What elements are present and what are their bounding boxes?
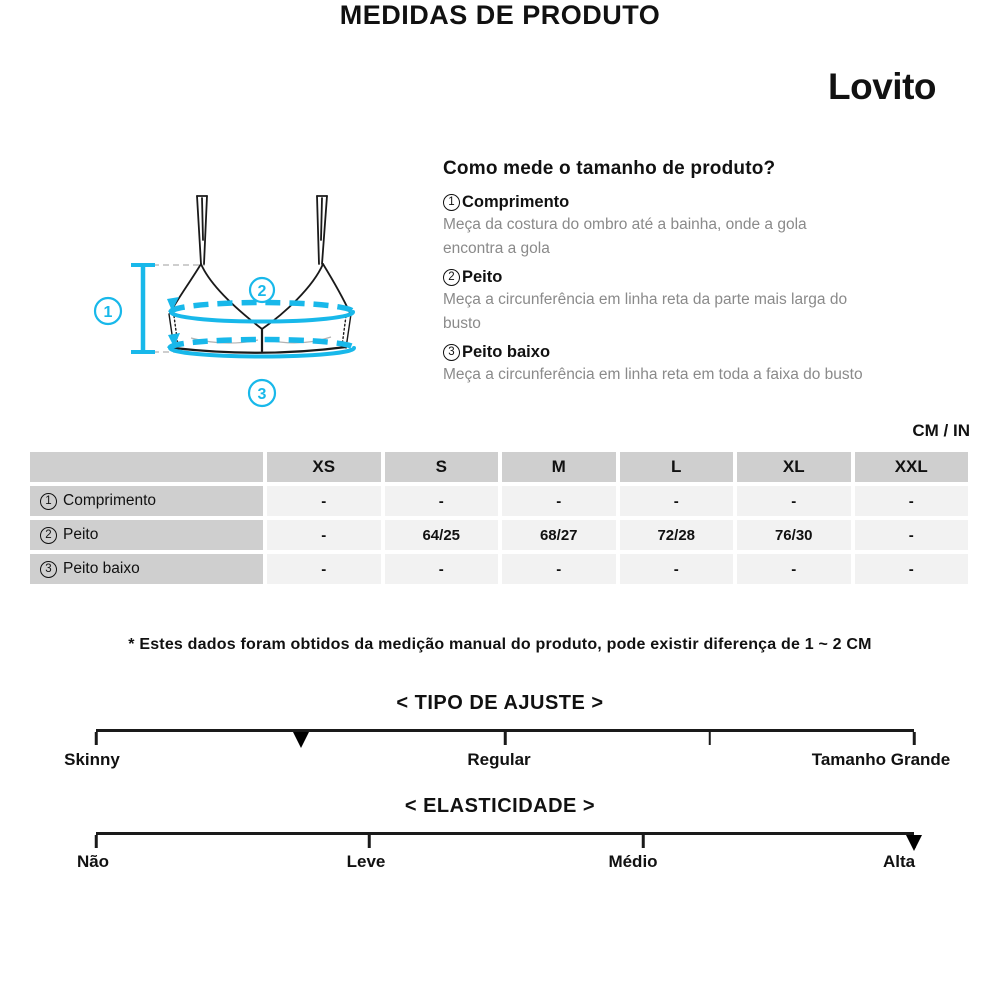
table-corner-cell	[30, 452, 263, 482]
col-header-xl: XL	[737, 452, 851, 482]
cell-comprimento-xl: -	[737, 486, 851, 516]
svg-text:3: 3	[257, 386, 267, 403]
elasticity-marker-icon	[906, 835, 922, 851]
elasticity-label-nao: Não	[76, 852, 110, 871]
fit-label-skinny: Skinny	[64, 750, 120, 769]
elasticity-label-alta: Alta	[882, 852, 916, 871]
cell-peito-baixo-s: -	[385, 554, 499, 584]
elasticity-tick-0	[95, 835, 98, 848]
measure-guide	[443, 158, 923, 387]
fit-tick-50	[504, 732, 507, 745]
guide-desc-peito: Meça a circunferência em linha reta da parte mais larga do busto	[443, 291, 848, 332]
circled-1: 1	[443, 194, 460, 211]
marker-2-bust	[250, 278, 274, 302]
cell-comprimento-s: -	[385, 486, 499, 516]
col-header-l: L	[620, 452, 734, 482]
elasticity-label-medio: Médio	[608, 852, 658, 871]
elasticity-tick-67	[642, 835, 645, 848]
marker-1-length	[95, 298, 121, 324]
fit-tick-75	[708, 732, 711, 745]
svg-text:2: 2	[257, 283, 267, 300]
cell-peito-baixo-xs: -	[267, 554, 381, 584]
row-label-peito: 2 Peito	[30, 520, 263, 550]
cell-peito-xs: -	[267, 520, 381, 550]
col-header-xxl: XXL	[855, 452, 969, 482]
brand-logo: Lovito	[828, 66, 936, 107]
cell-comprimento-m: -	[502, 486, 616, 516]
circled-3: 3	[40, 561, 57, 578]
cell-peito-xxl: -	[855, 520, 969, 550]
guide-item-peito: 2 Peito	[443, 266, 923, 288]
marker-3-underbust	[249, 380, 275, 406]
cell-peito-baixo-xl: -	[737, 554, 851, 584]
elasticity-scale-axis	[96, 832, 914, 849]
cell-peito-l: 72/28	[620, 520, 734, 550]
elasticity-tick-33	[368, 835, 371, 848]
circled-2: 2	[40, 527, 57, 544]
guide-item-peito-baixo: 3 Peito baixo	[443, 341, 923, 363]
fit-marker-icon	[293, 732, 309, 748]
unit-label: CM / IN	[912, 421, 970, 440]
length-measure-bar	[131, 265, 155, 352]
elasticity-scale-title: < ELASTICIDADE >	[404, 795, 596, 817]
guide-item-comprimento: 1 Comprimento	[443, 191, 923, 213]
cell-peito-baixo-m: -	[502, 554, 616, 584]
fit-label-regular: Regular	[467, 750, 531, 769]
col-header-s: S	[385, 452, 499, 482]
fit-tick-0	[95, 732, 98, 745]
col-header-xs: XS	[267, 452, 381, 482]
cell-comprimento-xxl: -	[855, 486, 969, 516]
row-label-peito-baixo: 3 Peito baixo	[30, 554, 263, 584]
fit-scale-labels	[0, 750, 1000, 772]
circled-1: 1	[40, 493, 57, 510]
guide-desc-peito-baixo: Meça a circunferência em linha reta em toda a faixa do busto	[443, 366, 863, 383]
row-label-comprimento: 1 Comprimento	[30, 486, 263, 516]
fit-tick-100	[913, 732, 916, 745]
guide-heading: Como mede o tamanho de produto?	[443, 158, 776, 179]
fit-scale-axis	[96, 729, 914, 746]
page-title: MEDIDAS DE PRODUTO	[339, 0, 661, 30]
measurement-footnote: * Estes dados foram obtidos da medição manual do produto, pode existir diferença de 1 ~ 2 CM	[128, 636, 872, 653]
circled-2: 2	[443, 269, 460, 286]
elasticity-label-leve: Leve	[346, 852, 386, 871]
cell-peito-baixo-xxl: -	[855, 554, 969, 584]
fit-scale-title: < TIPO DE AJUSTE >	[396, 692, 604, 714]
col-header-m: M	[502, 452, 616, 482]
svg-text:1: 1	[103, 304, 113, 321]
fit-label-tamanho-grande: Tamanho Grande	[811, 750, 951, 769]
size-table	[30, 452, 968, 584]
cell-peito-m: 68/27	[502, 520, 616, 550]
circled-3: 3	[443, 344, 460, 361]
cell-comprimento-xs: -	[267, 486, 381, 516]
bra-outline	[169, 196, 351, 353]
cell-comprimento-l: -	[620, 486, 734, 516]
cell-peito-baixo-l: -	[620, 554, 734, 584]
elasticity-scale-labels	[0, 852, 1000, 874]
cell-peito-xl: 76/30	[737, 520, 851, 550]
bra-measurement-diagram	[78, 180, 382, 412]
cell-peito-s: 64/25	[385, 520, 499, 550]
guide-desc-comprimento: Meça da costura do ombro até a bainha, onde a gola encontra a gola	[443, 216, 807, 257]
